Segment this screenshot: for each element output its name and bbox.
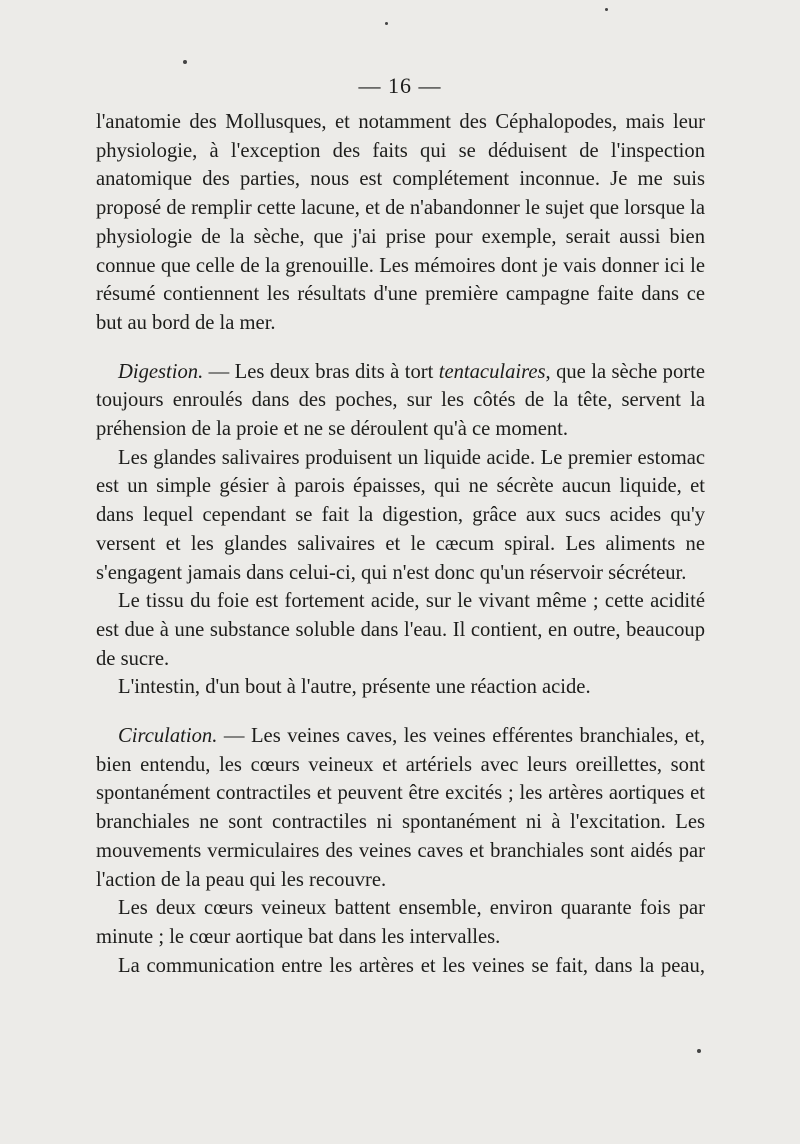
circulation-heading: Circulation. [118,725,218,748]
circulation-paragraph [96,722,705,894]
salivary-glands-paragraph: Les glandes salivaires produisent un liquide acide. Le premier estomac est un simple gésier à parois épaisses, qui ne sécrète aucun liquide, et dans lequel cependant se fait la digestion, grâce aux sucs acides qu'y versent et les glandes salivaires et le cæcum spiral. Les aliments ne s'engagent jamais dans celui-ci, qui n'est donc qu'un réservoir sécréteur. [96,446,705,584]
digestion-text-part1: — Les deux bras dits à tort [203,360,439,383]
liver-paragraph: Le tissu du foie est fortement acide, sur le vivant même ; cette acidité est due à une substance soluble dans l'eau. Il contient, en outre, beaucoup de sucre. [96,590,705,670]
print-speck [605,8,608,11]
print-speck [183,60,187,64]
body-text [96,108,705,980]
heartbeat-paragraph: Les deux cœurs veineux battent ensemble, environ quarante fois par minute ; le cœur aortique bat dans les intervalles. [96,897,705,948]
digestion-text-part2: , que la sèche porte toujours enroulés dans des poches, sur les côtés de la tête, servent la préhension de la proie et ne se déroulent qu'à ce moment. [96,360,705,441]
digestion-paragraph [96,358,705,444]
intro-paragraph: l'anatomie des Mollusques, et notamment des Céphalopodes, mais leur physiologie, à l'exception des faits qui se déduisent de l'inspection anatomique des parties, nous est complétement inconnue. Je me suis proposé de remplir cette lacune, et de n'abandonner le sujet que lorsque la physiologie de la sèche, que j'ai prise pour exemple, serait aussi bien connue que celle de la grenouille. Les mémoires dont je vais donner ici le résumé contiennent les résultats d'une première campagne faite dans ce but au bord de la mer. [96,111,705,334]
communication-paragraph: La communication entre les artères et les veines se fait, dans la peau, [118,954,705,977]
circulation-text: — Les veines caves, les veines efférentes branchiales, et, bien entendu, les cœurs veineux et artériels avec leurs oreillettes, sont spontanément contractiles et peuvent être excités ; les artères aortiques et branchiales ne sont contractiles ni spontanément ni à l'excitation. Les mouvements vermiculaires des veines caves et branchiales sont aidés par l'action de la peau qui les recouvre. [96,725,705,891]
page-number: — 16 — [358,73,442,98]
digestion-heading: Digestion. [118,360,204,383]
digestion-emphasis: tentaculaires [438,360,546,383]
print-speck [697,1049,701,1053]
intestine-paragraph: L'intestin, d'un bout à l'autre, présente une réaction acide. [118,676,591,699]
print-speck [385,22,388,25]
